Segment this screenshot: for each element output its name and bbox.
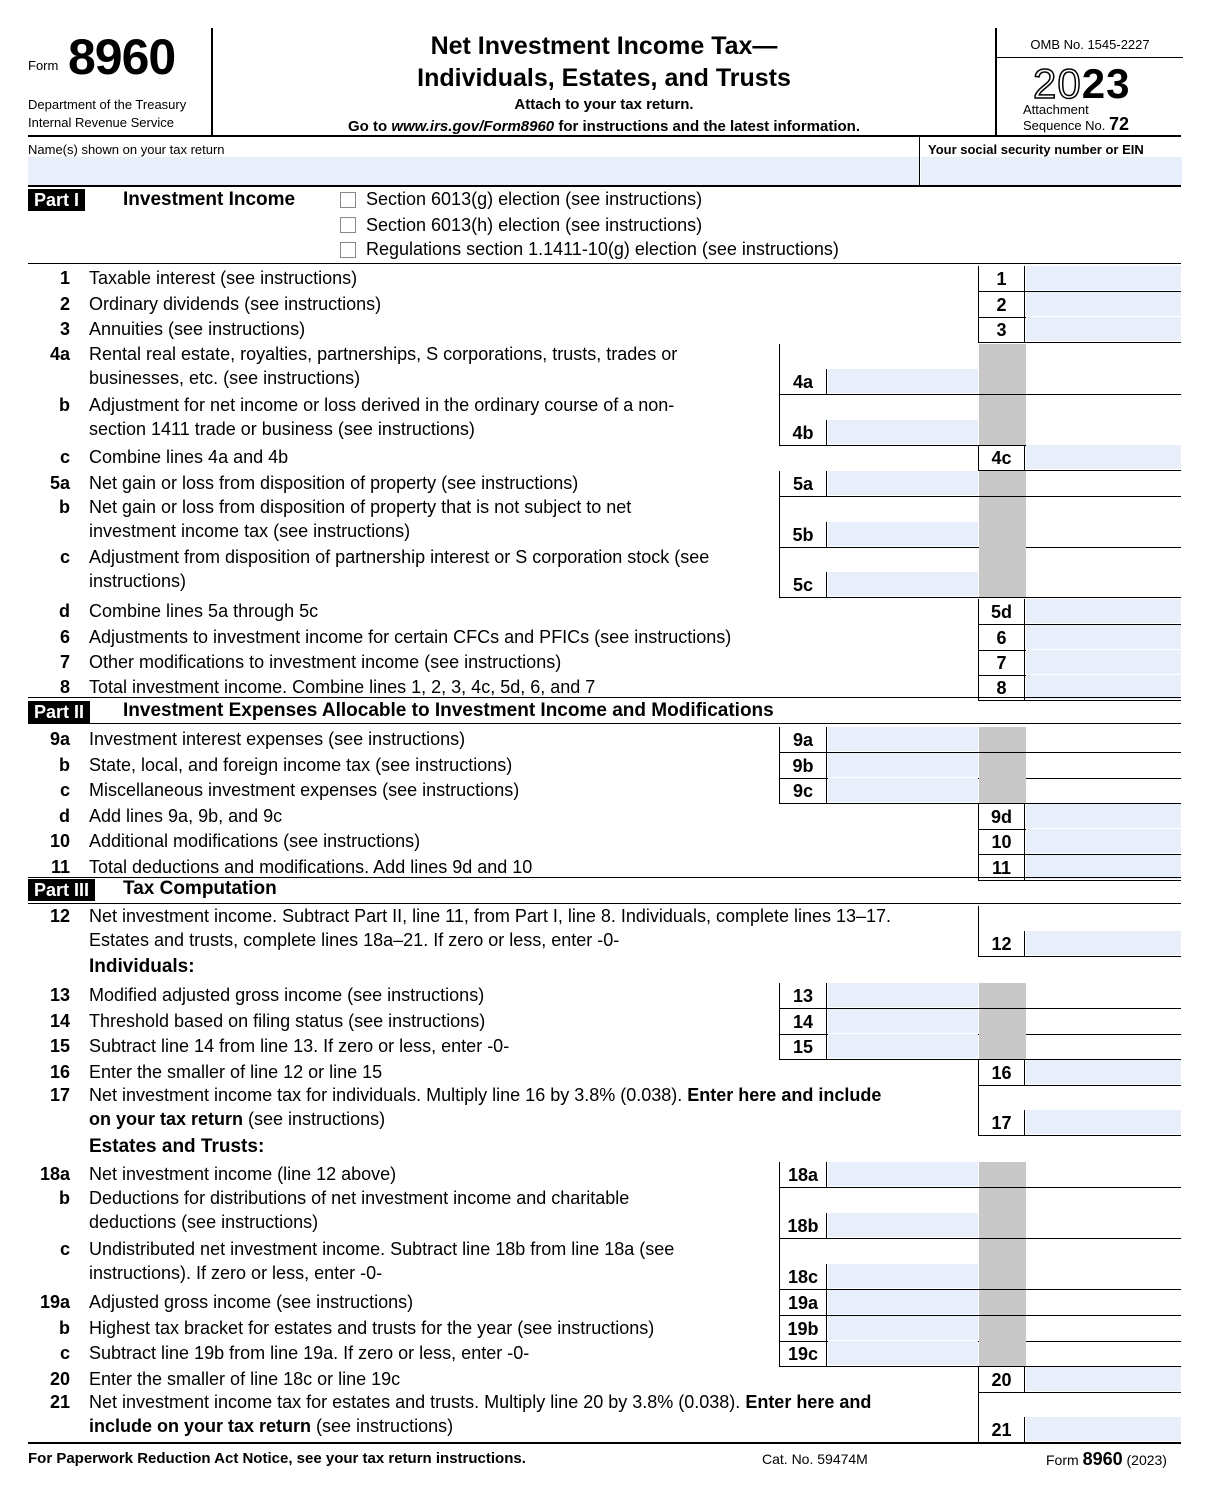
line-text: Subtract line 14 from line 13. If zero or less, enter -0- [89,1036,510,1056]
line-l9c [28,778,1181,804]
line-box-label: 9c [779,778,827,804]
line-number: 8 [59,677,70,697]
line-text-1b: Enter here and include [687,1085,882,1105]
line-box-label: 19b [779,1316,827,1342]
mid-divider [779,344,780,395]
name-field[interactable] [28,157,919,185]
cat-number: Cat. No. 59474M [762,1451,868,1467]
attachment-label: Attachment [1023,102,1089,117]
line-text-1: Adjustment from disposition of partnership interest or S corporation stock (see [89,547,710,567]
amount-field-l5c[interactable] [828,572,978,596]
line-l9d [28,804,1181,830]
line-number: 1 [59,268,70,288]
shaded-cell [979,1009,1026,1035]
line-text: Enter the smaller of line 18c or line 19c [89,1369,401,1389]
shaded-cell [979,1162,1026,1188]
line-box-label: 8 [978,675,1025,701]
line-text: Net gain or loss from disposition of property (see instructions) [89,473,579,493]
part3-rule [28,903,1181,904]
individuals-heading: Individuals: [89,956,195,977]
ssn-cell [919,136,1181,187]
line-l6 [28,625,1181,651]
shaded-cell [979,983,1026,1009]
box-divider [978,1085,979,1136]
goto-prefix: Go to [347,118,392,135]
line-l2 [28,292,1181,318]
sequence-number: 72 [1109,114,1130,134]
amount-field-l18b[interactable] [828,1213,978,1237]
line-text: Total deductions and modifications. Add lines 9d and 10 [89,857,533,877]
shaded-cell [979,471,1026,497]
tax-year [1033,60,1130,108]
part2-tag: Part II [28,701,90,723]
year-outline: 20 [1033,60,1082,107]
line-box-label: 5b [779,522,827,548]
amount-field-l15[interactable] [828,1034,978,1058]
name-label: Name(s) shown on your tax return [28,142,225,157]
amount-field-l10[interactable] [1026,829,1181,853]
line-l5c [28,547,1181,598]
mid-divider [779,1239,780,1290]
line-text-2a: include on your tax return [89,1416,312,1436]
line-box-label: 17 [978,1110,1025,1136]
part1-rule [28,263,1181,264]
line-box-label: 16 [978,1060,1025,1086]
line-text-1: Net gain or loss from disposition of property that is not subject to net [89,497,632,517]
line-box-label: 7 [978,650,1025,676]
line-l7 [28,650,1181,676]
line-text: Taxable interest (see instructions) [89,268,358,288]
election-6013g-label: Section 6013(g) election (see instructions) [366,189,703,209]
amount-field-l17[interactable] [1026,1110,1181,1134]
line-box-label: 10 [978,829,1025,855]
line-l19a [28,1290,1181,1316]
line-text-1: Net investment income. Subtract Part II, line 11, from Part I, line 8. Individuals, complete lines 13–17. [89,906,892,926]
ssn-field[interactable] [921,157,1182,185]
line-text-1a: Net investment income tax for estates and trusts. Multiply line 20 by 3.8% (0.038). [89,1392,746,1412]
election-6013g-checkbox[interactable] [340,192,356,208]
line-box-label: 13 [779,983,827,1009]
line-number: 5a [49,473,70,493]
line-text: Other modifications to investment income (see instructions) [89,652,562,672]
line-text-2: investment income tax (see instructions) [89,521,411,541]
line-l12 [28,906,1181,957]
line-text-2: businesses, etc. (see instructions) [89,368,361,388]
line-number: b [59,1188,70,1208]
line-number: 11 [50,857,70,877]
line-text-2b: (see instructions) [243,1109,386,1129]
line-text-1: Adjustment for net income or loss derived in the ordinary course of a non- [89,395,675,415]
shaded-cell [979,395,1026,446]
part1-tag: Part I [28,189,85,211]
line-text: Combine lines 5a through 5c [89,601,319,621]
line-text: Ordinary dividends (see instructions) [89,294,382,314]
line-number: c [59,1239,70,1259]
line-box-label: 11 [978,855,1025,881]
line-text-1 [89,1392,871,1413]
amount-field-l4c[interactable] [1026,445,1181,469]
row-rule [978,880,1181,881]
line-text-1: Rental real estate, royalties, partnerships, S corporations, trusts, trades or [89,344,678,364]
amount-field-l9d[interactable] [1026,804,1181,828]
election-regs-label: Regulations section 1.1411-10(g) election (see instructions) [366,239,839,259]
line-box-label: 20 [978,1367,1025,1393]
line-text: Annuities (see instructions) [89,319,306,339]
part1-title: Investment Income [123,189,296,210]
agency: Internal Revenue Service [28,115,174,130]
line-l16 [28,1060,1181,1086]
line-text: Adjusted gross income (see instructions) [89,1292,414,1312]
amount-field-l5b[interactable] [828,522,978,546]
line-text-1a: Net investment income tax for individuals. Multiply line 16 by 3.8% (0.038). [89,1085,688,1105]
line-l15 [28,1034,1181,1060]
line-box-label: 4b [779,420,827,446]
line-l4b [28,395,1181,446]
attach-instruction: Attach to your tax return. [514,96,694,113]
shaded-cell [979,1341,1026,1367]
paperwork-notice: For Paperwork Reduction Act Notice, see your tax return instructions. [28,1450,526,1467]
sequence-label: Sequence No. [1023,118,1106,133]
line-text-2: instructions) [89,571,187,591]
line-number: b [59,497,70,517]
irs-url-link[interactable]: www.irs.gov/Form8960 [391,118,555,135]
amount-field-l20[interactable] [1026,1367,1181,1391]
line-text-1 [89,1085,881,1106]
line-l9a [28,727,1181,753]
shaded-cell [979,1034,1026,1060]
line-number: b [59,1318,70,1338]
row-rule [978,342,1181,343]
line-number: c [59,780,70,800]
row-rule [978,956,1181,957]
line-text: Investment interest expenses (see instructions) [89,729,466,749]
line-number: d [59,601,70,621]
amount-field-l7[interactable] [1026,650,1181,674]
line-box-label: 5c [779,572,827,598]
line-number: 18a [39,1164,70,1184]
line-l14 [28,1009,1181,1035]
amount-field-l8[interactable] [1026,675,1181,699]
line-l1 [28,266,1181,292]
line-number: 13 [49,985,70,1005]
goto-instruction [213,118,995,135]
line-l5b [28,497,1181,548]
line-text: Adjustments to investment income for certain CFCs and PFICs (see instructions) [89,627,732,647]
election-regs-checkbox[interactable] [340,242,356,258]
line-l10 [28,829,1181,855]
line-text-2: section 1411 trade or business (see instructions) [89,419,475,439]
amount-field-l9b[interactable] [828,753,978,777]
line-box-label: 18c [779,1264,827,1290]
amount-field-l12[interactable] [1026,931,1181,955]
amount-field-l5d[interactable] [1026,599,1181,623]
line-number: 10 [49,831,70,851]
part2-title: Investment Expenses Allocable to Investment Income and Modifications [123,700,774,721]
amount-field-l19b[interactable] [828,1316,978,1340]
mid-divider [779,395,780,446]
omb-number: OMB No. 1545-2227 [997,28,1183,58]
line-number: b [59,755,70,775]
line-box-label: 3 [978,317,1025,343]
form-word: Form [28,58,59,73]
row-rule [978,700,1181,701]
shaded-cell [979,497,1026,548]
line-box-label: 12 [978,931,1025,957]
line-number: 2 [59,294,70,314]
row-rule [779,597,1181,598]
part2-top-rule [28,697,1181,698]
line-l3 [28,317,1181,343]
shaded-cell [979,547,1026,598]
line-box-label: 9a [779,727,827,753]
shaded-cell [979,778,1026,804]
line-number: c [59,1343,70,1363]
footer-form-id [1046,1449,1167,1470]
attachment-sequence [1023,102,1129,133]
line-text: Modified adjusted gross income (see instructions) [89,985,485,1005]
line-text: Additional modifications (see instructions) [89,831,421,851]
line-box-label: 2 [978,292,1025,318]
form-title-line2: Individuals, Estates, and Trusts [417,64,791,92]
line-box-label: 1 [978,266,1025,292]
line-text-1b: Enter here and [745,1392,872,1412]
line-text: Add lines 9a, 9b, and 9c [89,806,283,826]
line-number: 12 [49,906,70,926]
line-l18c [28,1239,1181,1290]
year-solid: 23 [1081,60,1131,107]
shaded-cell [979,1188,1026,1239]
line-l13 [28,983,1181,1009]
estates-heading: Estates and Trusts: [89,1136,265,1157]
line-box-label: 9b [779,753,827,779]
ssn-label: Your social security number or EIN [928,142,1144,157]
line-text-2: deductions (see instructions) [89,1212,319,1232]
line-l4c [28,445,1181,471]
line-box-label: 14 [779,1009,827,1035]
line-l18b [28,1188,1181,1239]
amount-field-l6[interactable] [1026,625,1181,649]
amount-field-l18c[interactable] [828,1264,978,1288]
election-6013h-label: Section 6013(h) election (see instructions) [366,215,703,235]
line-number: 16 [49,1062,70,1082]
name-row [28,136,1181,187]
department: Department of the Treasury [28,97,187,112]
form-id-block [28,28,213,136]
line-box-label: 15 [779,1034,827,1060]
amount-field-l19c[interactable] [828,1341,978,1365]
shaded-cell [979,1316,1026,1342]
amount-field-l9a[interactable] [828,727,978,751]
footer-form-word: Form [1046,1452,1079,1468]
amount-field-l4a[interactable] [828,369,978,393]
amount-field-l19a[interactable] [828,1290,978,1314]
name-cell [28,136,919,187]
line-box-label: 18b [779,1213,827,1239]
line-box-label: 5d [978,599,1025,625]
amount-field-l13[interactable] [828,983,978,1007]
line-text: Threshold based on filing status (see instructions) [89,1011,486,1031]
amount-field-l3[interactable] [1026,317,1181,341]
line-number: b [59,395,70,415]
line-text: Miscellaneous investment expenses (see instructions) [89,780,520,800]
shaded-cell [979,1239,1026,1290]
line-text-1: Deductions for distributions of net investment income and charitable [89,1188,630,1208]
line-number: 9a [49,729,70,749]
line-text-2: instructions). If zero or less, enter -0- [89,1263,383,1283]
line-number: c [59,547,70,567]
line-l18a [28,1162,1181,1188]
line-box-label: 4a [779,369,827,395]
line-number: 14 [49,1011,70,1031]
line-l9b [28,753,1181,779]
line-l20 [28,1367,1181,1393]
line-number: 7 [59,652,70,672]
line-box-label: 4c [978,445,1025,471]
agency-block [28,96,186,132]
line-number: 20 [49,1369,70,1389]
row-rule [978,1135,1181,1136]
line-text: Total investment income. Combine lines 1, 2, 3, 4c, 5d, 6, and 7 [89,677,596,697]
line-number: 6 [59,627,70,647]
line-box-label: 6 [978,625,1025,651]
line-number: 3 [59,319,70,339]
part3-title: Tax Computation [123,878,277,899]
line-text-2b: (see instructions) [311,1416,454,1436]
line-l4a [28,344,1181,395]
shaded-cell [979,753,1026,779]
amount-field-l1[interactable] [1026,266,1181,290]
line-box-label: 5a [779,471,827,497]
line-number: c [59,447,70,467]
line-text: Enter the smaller of line 12 or line 15 [89,1062,383,1082]
amount-field-l18a[interactable] [828,1162,978,1186]
line-l5a [28,471,1181,497]
line-l21 [28,1392,1181,1443]
line-number: 21 [49,1392,70,1412]
line-text-2 [89,1416,453,1437]
form-title-line1: Net Investment Income Tax— [430,32,778,60]
line-l5d [28,599,1181,625]
mid-divider [779,1188,780,1239]
line-text: Combine lines 4a and 4b [89,447,289,467]
line-box-label: 19a [779,1290,827,1316]
goto-suffix: for instructions and the latest information. [554,118,861,135]
line-number: 15 [49,1036,70,1056]
line-number: 4a [49,344,70,364]
amount-field-l2[interactable] [1026,292,1181,316]
amount-field-l5a[interactable] [828,471,978,495]
form-number: 8960 [68,29,176,85]
line-number: 17 [49,1085,70,1105]
shaded-cell [979,1290,1026,1316]
footer-year: (2023) [1126,1452,1167,1468]
amount-field-l11[interactable] [1026,855,1181,879]
shaded-cell [979,727,1026,753]
amount-field-l14[interactable] [828,1009,978,1033]
line-text: Net investment income (line 12 above) [89,1164,397,1184]
line-box-label: 9d [978,804,1025,830]
footer [28,1442,1181,1472]
line-l17 [28,1085,1181,1136]
part3-tag: Part III [28,879,95,901]
mid-divider [779,547,780,598]
line-l19c [28,1341,1181,1367]
box-divider [978,1392,979,1443]
line-text: State, local, and foreign income tax (see instructions) [89,755,513,775]
line-text-2 [89,1109,385,1130]
footer-form-number: 8960 [1082,1449,1123,1469]
line-number: 19a [39,1292,70,1312]
line-text: Highest tax bracket for estates and trusts for the year (see instructions) [89,1318,655,1338]
line-text-1: Undistributed net investment income. Subtract line 18b from line 18a (see [89,1239,675,1259]
line-text: Subtract line 19b from line 19a. If zero or less, enter -0- [89,1343,530,1363]
amount-field-l4b[interactable] [828,420,978,444]
line-box-label: 18a [779,1162,827,1188]
part2-rule [28,723,1181,724]
line-number: d [59,806,70,826]
line-text-2: Estates and trusts, complete lines 18a–21. If zero or less, enter -0- [89,930,620,950]
election-6013h-checkbox[interactable] [340,217,356,233]
shaded-cell [979,344,1026,395]
line-text-2a: on your tax return [89,1109,244,1129]
omb-year-block [995,28,1181,136]
amount-field-l16[interactable] [1026,1060,1181,1084]
box-divider [978,906,979,957]
amount-field-l9c[interactable] [828,778,978,802]
mid-divider [779,497,780,548]
form-title-block [213,28,995,136]
line-box-label: 19c [779,1341,827,1367]
amount-field-l21[interactable] [1026,1417,1181,1441]
line-box-label: 21 [978,1417,1025,1443]
line-l19b [28,1316,1181,1342]
